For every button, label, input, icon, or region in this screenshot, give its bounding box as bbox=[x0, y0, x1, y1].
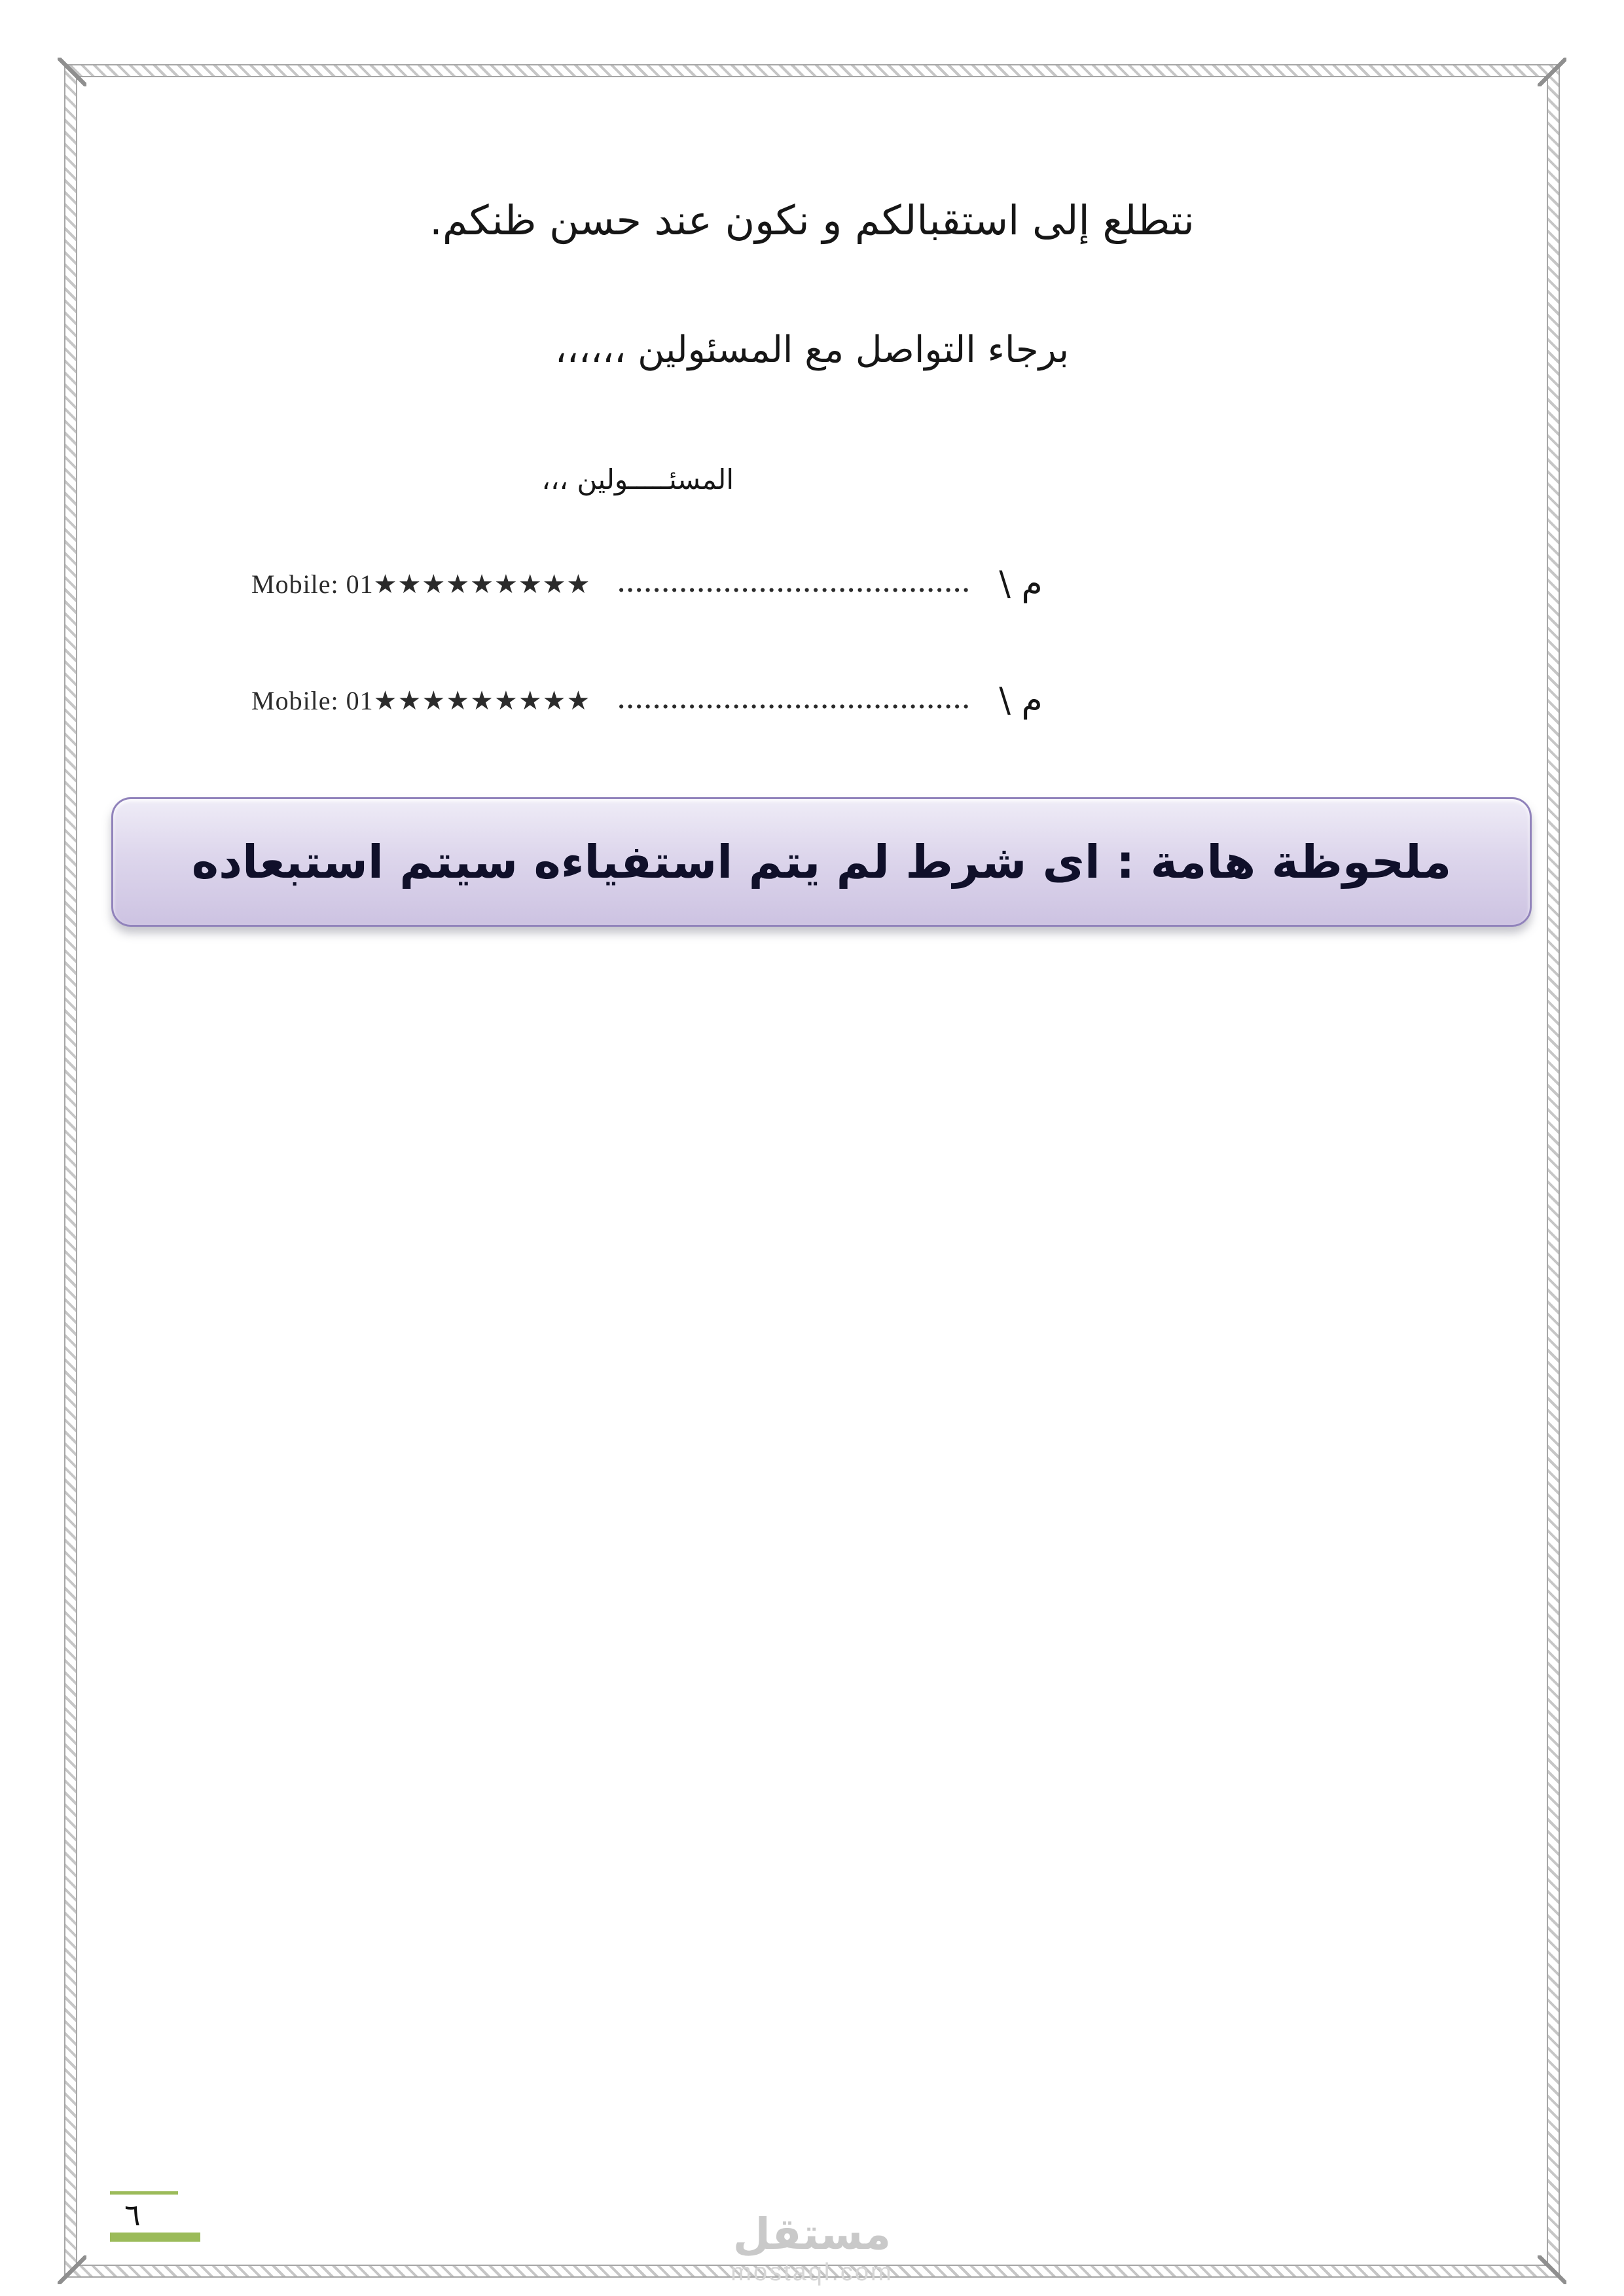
contact-line-1 bbox=[251, 564, 1043, 603]
important-note-box bbox=[111, 797, 1532, 927]
contact-line-2 bbox=[251, 681, 1043, 720]
watermark-logo-text: مستقل bbox=[732, 2209, 892, 2259]
mobile-number-2: Mobile: 01★★★★★★★★★ bbox=[251, 685, 591, 715]
border-corner-top-right bbox=[1538, 58, 1566, 86]
paragraph-greeting: نتطلع إلى استقبالكم و نكون عند حسن ظنكم. bbox=[429, 196, 1195, 244]
border-corner-bottom-left bbox=[58, 2255, 86, 2284]
page-number-block bbox=[110, 2191, 200, 2242]
mobile-number-1: Mobile: 01★★★★★★★★★ bbox=[251, 569, 591, 599]
page-number-rule-top bbox=[110, 2191, 178, 2195]
dotted-name-line-1: ........................................ bbox=[618, 570, 972, 598]
page-number: ٦ bbox=[124, 2197, 141, 2233]
important-note-text: ملحوظة هامة : اى شرط لم يتم استفياءه سيتم استبعاده bbox=[191, 835, 1452, 889]
engineer-label-2: \ م bbox=[999, 681, 1043, 720]
page-number-rule-bottom bbox=[110, 2233, 200, 2242]
page-border bbox=[65, 65, 1559, 2276]
paragraph-officials: المسئـــــولين ،،، bbox=[541, 463, 734, 495]
watermark-url: mostaql.com bbox=[731, 2258, 893, 2286]
dotted-name-line-2: ........................................ bbox=[618, 687, 972, 714]
border-corner-bottom-right bbox=[1538, 2255, 1566, 2284]
engineer-label-1: \ م bbox=[999, 564, 1043, 603]
border-corner-top-left bbox=[58, 58, 86, 86]
paragraph-contact-request: برجاء التواصل مع المسئولين ،،،،،، bbox=[554, 329, 1070, 371]
